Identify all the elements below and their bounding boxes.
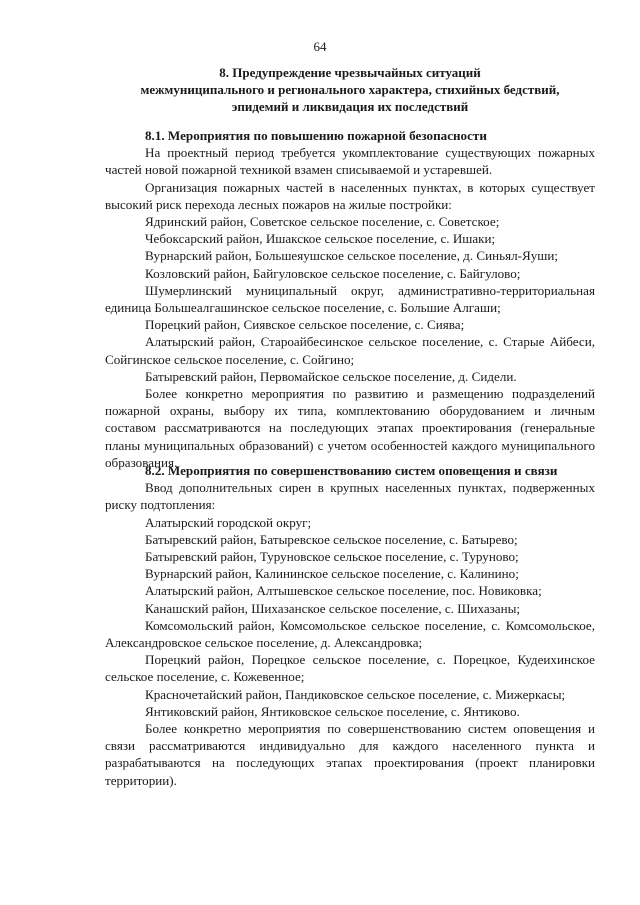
list-item: Алатырский район, Алтышевское сельское поселение, пос. Новиковка; (145, 583, 542, 599)
main-heading-line-1: 8. Предупреждение чрезвычайных ситуаций (219, 65, 481, 80)
list-item: Батыревский район, Туруновское сельское поселение, с. Туруново; (145, 549, 519, 565)
section-title: 8.2. Мероприятия по совершенствованию систем оповещения и связи (145, 463, 558, 478)
list-item: Алатырский район, Староайбесинское сельское поселение, с. Старые Айбеси, Сойгинское сельское поселение, с. Сойгино; (105, 334, 595, 367)
page-number: 64 (313, 39, 327, 54)
list-item: Батыревский район, Первомайское сельское поселение, д. Сидели. (145, 368, 517, 384)
paragraph: Более конкретно мероприятия по развитию и размещению подразделений пожарной охраны, выбору их типа, комплектованию оборудованием и личным составом рассматриваются на последующих этапах проектирования (генеральные планы муниципальных образований) с учетом особенностей каждого муниципального образования. (105, 386, 595, 470)
list-item: Комсомольский район, Комсомольское сельское поселение, с. Комсомольское, Александровское сельское поселение, д. Александровка; (105, 617, 595, 651)
list-item: Порецкий район, Порецкое сельское поселение, с. Порецкое, Кудеихинское сельское поселение, с. Кожевенное; (105, 652, 595, 685)
main-heading (105, 64, 595, 115)
list-item: Алатырский городской округ; (145, 514, 312, 530)
list-item: Вурнарский район, Большеяушское сельское поселение, д. Синьял-Яуши; (145, 248, 559, 264)
list-item: Вурнарский район, Калининское сельское поселение, с. Калинино; (145, 566, 519, 582)
list-item: Янтиковский район, Янтиковское сельское поселение, с. Янтиково. (145, 703, 520, 719)
section-fire-safety (105, 127, 595, 471)
list-item: Чебоксарский район, Ишакское сельское поселение, с. Ишаки; (145, 231, 496, 247)
list-item: Козловский район, Байгуловское сельское поселение, с. Байгулово; (145, 265, 521, 281)
paragraph: Ввод дополнительных сирен в крупных населенных пунктах, подверженных риску подтопления: (105, 480, 595, 513)
paragraph: Более конкретно мероприятия по совершенствованию систем оповещения и связи рассматриваются индивидуально для каждого населенного пункта и разрабатываются на последующих этапах проектирования (проект планировки территории). (105, 721, 595, 788)
paragraph: Организация пожарных частей в населенных пунктах, в которых существует высокий риск перехода лесных пожаров на жилые постройки: (105, 179, 595, 212)
paragraph: На проектный период требуется укомплектование существующих пожарных частей новой пожарной техникой взамен списываемой и устаревшей. (105, 145, 595, 178)
section-alert-systems (105, 462, 595, 789)
list-item: Батыревский район, Батыревское сельское поселение, с. Батырево; (145, 531, 518, 547)
list-item: Красночетайский район, Пандиковское сельское поселение, с. Мижеркасы; (145, 686, 566, 702)
main-heading-line-2: межмуниципального и регионального характера, стихийных бедствий, (140, 82, 560, 97)
list-item: Канашский район, Шихазанское сельское поселение, с. Шихазаны; (145, 600, 521, 616)
list-item: Шумерлинский муниципальный округ, административно-территориальная единица Большеалгашинское сельское поселение, с. Большие Алгаши; (105, 282, 595, 316)
list-item: Порецкий район, Сиявское сельское поселение, с. Сиява; (145, 317, 465, 333)
list-item: Ядринский район, Советское сельское поселение, с. Советское; (145, 214, 500, 230)
main-heading-line-3: эпидемий и ликвидация их последствий (231, 99, 469, 114)
section-title: 8.1. Мероприятия по повышению пожарной безопасности (145, 128, 487, 143)
